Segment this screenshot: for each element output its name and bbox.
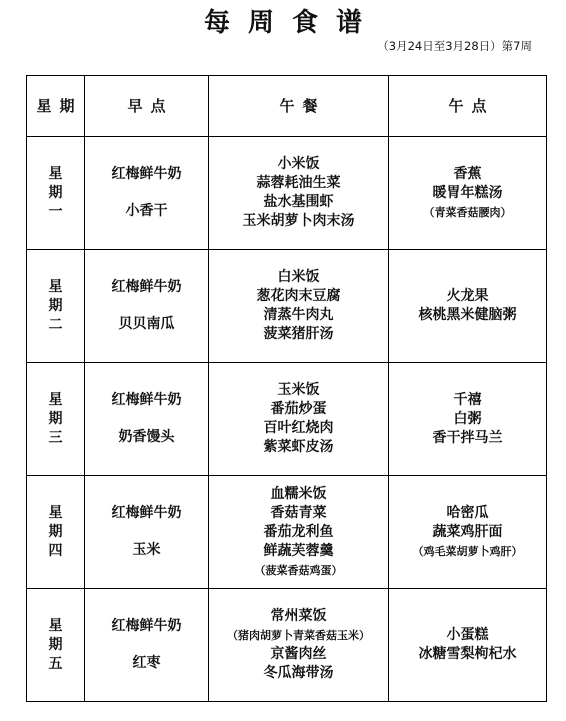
- snack-cell: [389, 137, 547, 250]
- weekday-char: 五: [48, 655, 63, 672]
- weekday-char: 期: [48, 184, 63, 201]
- menu-item: 番茄炒蛋: [270, 401, 327, 417]
- snack-cell: [389, 476, 547, 589]
- menu-item: 红梅鲜牛奶: [111, 166, 182, 182]
- weekday-cell: [27, 589, 85, 702]
- menu-item: 玉米胡萝卜肉末汤: [242, 213, 355, 229]
- menu-item: 鲜蔬芙蓉羹: [263, 542, 334, 559]
- menu-item: 火龙果: [446, 288, 489, 304]
- ingredient-note: （青菜香菇腰肉）: [423, 205, 512, 219]
- menu-item: 红梅鲜牛奶: [111, 618, 182, 634]
- menu-item: 红梅鲜牛奶: [111, 279, 182, 295]
- weekday-char: 期: [48, 636, 63, 653]
- weekly-menu-table: [26, 75, 547, 702]
- menu-item: 红梅鲜牛奶: [111, 505, 182, 521]
- ingredient-note: （鸡毛菜胡萝卜鸡肝）: [412, 544, 523, 558]
- menu-item: 冬瓜海带汤: [263, 665, 334, 681]
- snack-cell: [389, 589, 547, 702]
- weekday-char: 星: [48, 617, 63, 634]
- menu-item: 蔬菜鸡肝面: [432, 523, 503, 540]
- menu-item: 贝贝南瓜: [118, 316, 175, 332]
- menu-item: 香菇青菜: [270, 504, 327, 521]
- menu-item: 小蛋糕: [446, 627, 489, 643]
- weekday-cell: [27, 476, 85, 589]
- menu-item: 清蒸牛肉丸: [263, 307, 334, 323]
- menu-item: 玉米: [132, 542, 161, 558]
- menu-item: 白粥: [453, 410, 482, 427]
- menu-item: 葱花肉末豆腐: [256, 288, 341, 304]
- header-lunch: 午餐: [209, 76, 389, 137]
- snack-cell: [389, 250, 547, 363]
- weekday-char: 三: [48, 429, 63, 446]
- ingredient-note: （猪肉胡萝卜青菜香菇玉米）: [227, 629, 370, 642]
- weekday-char: 期: [48, 410, 63, 427]
- menu-item: 玉米饭: [277, 382, 320, 398]
- menu-item: 奶香馒头: [118, 429, 175, 445]
- weekday-char: 星: [48, 278, 63, 295]
- breakfast-cell: [85, 137, 209, 250]
- menu-item: 白米饭: [277, 269, 320, 285]
- weekday-char: 期: [48, 297, 63, 314]
- menu-item: 番茄龙利鱼: [263, 523, 334, 540]
- breakfast-cell: [85, 250, 209, 363]
- weekday-cell: [27, 137, 85, 250]
- lunch-cell: [209, 137, 389, 250]
- menu-item: 千禧: [453, 391, 482, 408]
- menu-item: 常州菜饭: [270, 608, 327, 624]
- weekday-cell: [27, 250, 85, 363]
- menu-item: 蒜蓉耗油生菜: [256, 175, 341, 191]
- menu-item: 血糯米饭: [270, 485, 327, 502]
- menu-item: 菠菜猪肝汤: [263, 326, 334, 342]
- header-afternoon-snack: 午点: [389, 76, 547, 137]
- weekday-char: 星: [48, 391, 63, 408]
- ingredient-note: （菠菜香菇鸡蛋）: [254, 563, 343, 577]
- menu-item: 京酱肉丝: [270, 646, 327, 662]
- menu-item: 小米饭: [277, 156, 320, 172]
- week-range-subtitle: （3月24日至3月28日）第7周: [377, 39, 532, 53]
- breakfast-cell: [85, 476, 209, 589]
- lunch-cell: [209, 250, 389, 363]
- lunch-cell: [209, 476, 389, 589]
- weekday-char: 星: [48, 504, 63, 521]
- page-title: 每周食谱: [203, 8, 380, 38]
- table-row: [27, 250, 547, 363]
- menu-item: 盐水基围虾: [263, 194, 334, 210]
- weekday-char: 一: [48, 203, 63, 220]
- table-row: [27, 589, 547, 702]
- table-row: [27, 137, 547, 250]
- header-weekday: 星期: [27, 76, 85, 137]
- menu-item: 百叶红烧肉: [263, 420, 334, 436]
- menu-item: 核桃黑米健脑粥: [418, 307, 517, 323]
- menu-item: 香蕉: [453, 165, 482, 182]
- table-row: [27, 363, 547, 476]
- breakfast-cell: [85, 589, 209, 702]
- menu-item: 香干拌马兰: [432, 429, 503, 446]
- weekday-char: 期: [48, 523, 63, 540]
- table-row: [27, 476, 547, 589]
- table-header-row: [27, 76, 547, 137]
- snack-cell: [389, 363, 547, 476]
- weekday-char: 星: [48, 165, 63, 182]
- breakfast-cell: [85, 363, 209, 476]
- menu-item: 红枣: [132, 655, 161, 671]
- header-breakfast: 早点: [85, 76, 209, 137]
- lunch-cell: [209, 589, 389, 702]
- menu-item: 小香干: [125, 203, 168, 219]
- menu-item: 暖胃年糕汤: [432, 184, 503, 201]
- menu-item: 紫菜虾皮汤: [263, 439, 334, 455]
- menu-item: 哈密瓜: [446, 504, 489, 521]
- weekday-char: 二: [48, 316, 63, 333]
- menu-item: 红梅鲜牛奶: [111, 392, 182, 408]
- lunch-cell: [209, 363, 389, 476]
- menu-item: 冰糖雪梨枸杞水: [418, 646, 517, 662]
- weekday-cell: [27, 363, 85, 476]
- weekday-char: 四: [48, 542, 63, 559]
